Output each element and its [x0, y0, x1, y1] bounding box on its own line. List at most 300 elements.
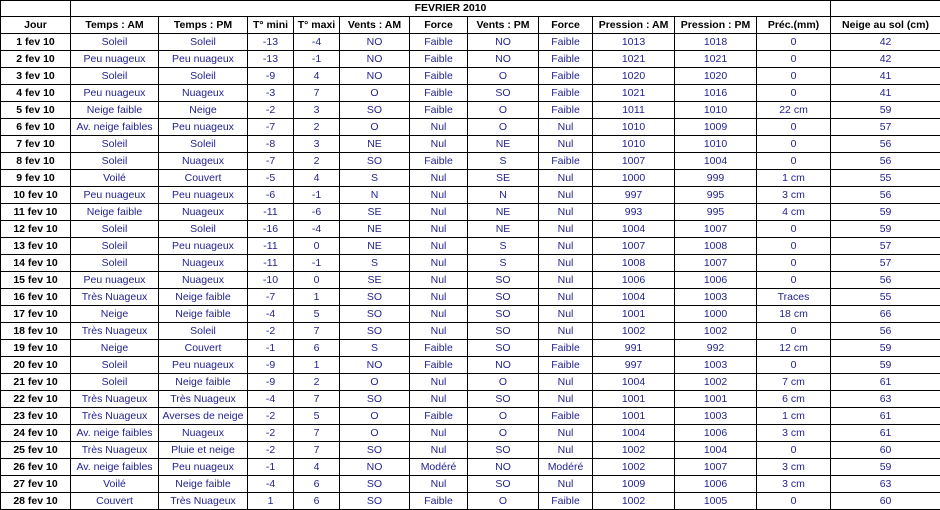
- table-row: [1, 204, 940, 221]
- cell-vents-am: O: [340, 408, 410, 425]
- cell-force-am: Faible: [410, 357, 468, 374]
- cell-precipitation: 4 cm: [757, 204, 831, 221]
- cell-neige-au-sol: 41: [831, 85, 940, 102]
- cell-force-am: Nul: [410, 476, 468, 493]
- table-row: [1, 391, 940, 408]
- cell-t-maxi: -1: [294, 255, 340, 272]
- cell-neige-au-sol: 59: [831, 102, 940, 119]
- cell-vents-pm: SE: [468, 170, 539, 187]
- cell-t-maxi: -6: [294, 204, 340, 221]
- cell-vents-pm: SO: [468, 442, 539, 459]
- table-row: [1, 68, 940, 85]
- cell-t-maxi: -1: [294, 187, 340, 204]
- cell-temps-pm: Nuageux: [159, 85, 248, 102]
- cell-pression-pm: 1006: [675, 425, 757, 442]
- cell-t-maxi: 3: [294, 102, 340, 119]
- cell-neige-au-sol: 60: [831, 493, 940, 510]
- table-title: FEVRIER 2010: [71, 1, 831, 17]
- cell-precipitation: 6 cm: [757, 391, 831, 408]
- cell-jour: 18 fev 10: [1, 323, 71, 340]
- cell-neige-au-sol: 42: [831, 34, 940, 51]
- cell-t-mini: -2: [248, 442, 294, 459]
- cell-precipitation: 0: [757, 357, 831, 374]
- cell-vents-pm: NO: [468, 51, 539, 68]
- cell-force-am: Faible: [410, 34, 468, 51]
- cell-vents-pm: NE: [468, 204, 539, 221]
- cell-force-am: Nul: [410, 306, 468, 323]
- table-row: [1, 272, 940, 289]
- cell-force-am: Nul: [410, 391, 468, 408]
- cell-temps-am: Soleil: [71, 153, 159, 170]
- cell-pression-pm: 1001: [675, 391, 757, 408]
- cell-force-pm: Faible: [539, 493, 593, 510]
- cell-jour: 11 fev 10: [1, 204, 71, 221]
- cell-t-mini: -7: [248, 289, 294, 306]
- cell-jour: 16 fev 10: [1, 289, 71, 306]
- cell-jour: 17 fev 10: [1, 306, 71, 323]
- cell-jour: 22 fev 10: [1, 391, 71, 408]
- cell-force-am: Modéré: [410, 459, 468, 476]
- cell-force-am: Faible: [410, 493, 468, 510]
- cell-t-maxi: 7: [294, 442, 340, 459]
- cell-vents-pm: SO: [468, 476, 539, 493]
- cell-force-pm: Nul: [539, 306, 593, 323]
- cell-vents-am: SO: [340, 391, 410, 408]
- column-header-t-maxi: T° maxi: [294, 17, 340, 34]
- cell-vents-am: O: [340, 85, 410, 102]
- cell-force-pm: Nul: [539, 119, 593, 136]
- cell-precipitation: 0: [757, 51, 831, 68]
- cell-neige-au-sol: 56: [831, 136, 940, 153]
- cell-vents-am: SO: [340, 153, 410, 170]
- cell-temps-am: Très Nuageux: [71, 323, 159, 340]
- cell-t-maxi: 0: [294, 238, 340, 255]
- table-row: [1, 306, 940, 323]
- cell-force-pm: Faible: [539, 408, 593, 425]
- cell-temps-am: Peu nuageux: [71, 85, 159, 102]
- cell-pression-am: 1007: [593, 153, 675, 170]
- cell-temps-am: Neige: [71, 340, 159, 357]
- cell-precipitation: 0: [757, 136, 831, 153]
- cell-temps-am: Très Nuageux: [71, 391, 159, 408]
- cell-temps-pm: Nuageux: [159, 153, 248, 170]
- cell-precipitation: 3 cm: [757, 425, 831, 442]
- cell-t-maxi: 7: [294, 323, 340, 340]
- cell-vents-pm: NO: [468, 34, 539, 51]
- table-row: [1, 85, 940, 102]
- cell-t-mini: -9: [248, 68, 294, 85]
- cell-force-am: Nul: [410, 255, 468, 272]
- cell-t-mini: -4: [248, 476, 294, 493]
- cell-force-am: Nul: [410, 272, 468, 289]
- cell-vents-am: SO: [340, 306, 410, 323]
- cell-pression-am: 1004: [593, 374, 675, 391]
- cell-force-pm: Nul: [539, 221, 593, 238]
- cell-force-pm: Nul: [539, 272, 593, 289]
- table-row: [1, 357, 940, 374]
- cell-temps-am: Neige: [71, 306, 159, 323]
- cell-pression-am: 1021: [593, 51, 675, 68]
- cell-vents-am: SE: [340, 204, 410, 221]
- title-spacer: [831, 1, 940, 17]
- cell-t-mini: -9: [248, 357, 294, 374]
- cell-force-am: Faible: [410, 68, 468, 85]
- cell-t-maxi: -1: [294, 51, 340, 68]
- cell-precipitation: 0: [757, 272, 831, 289]
- cell-force-pm: Faible: [539, 68, 593, 85]
- cell-jour: 28 fev 10: [1, 493, 71, 510]
- cell-t-mini: -16: [248, 221, 294, 238]
- cell-temps-am: Voilé: [71, 170, 159, 187]
- cell-pression-pm: 999: [675, 170, 757, 187]
- cell-vents-pm: NE: [468, 221, 539, 238]
- cell-pression-pm: 1021: [675, 51, 757, 68]
- column-header-force-pm: Force: [539, 17, 593, 34]
- cell-vents-pm: N: [468, 187, 539, 204]
- cell-vents-am: SO: [340, 102, 410, 119]
- cell-pression-am: 1001: [593, 408, 675, 425]
- cell-neige-au-sol: 59: [831, 459, 940, 476]
- cell-vents-am: NE: [340, 238, 410, 255]
- cell-temps-am: Peu nuageux: [71, 272, 159, 289]
- cell-vents-am: NO: [340, 459, 410, 476]
- cell-jour: 13 fev 10: [1, 238, 71, 255]
- cell-force-am: Nul: [410, 204, 468, 221]
- cell-temps-am: Voilé: [71, 476, 159, 493]
- cell-precipitation: 0: [757, 119, 831, 136]
- cell-temps-am: Neige faible: [71, 204, 159, 221]
- cell-jour: 23 fev 10: [1, 408, 71, 425]
- cell-pression-am: 1010: [593, 119, 675, 136]
- title-spacer: [1, 1, 71, 17]
- cell-precipitation: 0: [757, 493, 831, 510]
- cell-jour: 4 fev 10: [1, 85, 71, 102]
- cell-vents-am: NO: [340, 68, 410, 85]
- cell-precipitation: 3 cm: [757, 476, 831, 493]
- cell-t-maxi: 5: [294, 408, 340, 425]
- cell-precipitation: 0: [757, 221, 831, 238]
- cell-force-pm: Nul: [539, 391, 593, 408]
- cell-jour: 26 fev 10: [1, 459, 71, 476]
- cell-t-maxi: 3: [294, 136, 340, 153]
- cell-vents-am: NE: [340, 136, 410, 153]
- cell-vents-am: O: [340, 119, 410, 136]
- cell-jour: 5 fev 10: [1, 102, 71, 119]
- cell-force-am: Faible: [410, 51, 468, 68]
- cell-temps-am: Peu nuageux: [71, 187, 159, 204]
- cell-temps-pm: Peu nuageux: [159, 357, 248, 374]
- table-row: [1, 476, 940, 493]
- cell-force-am: Faible: [410, 85, 468, 102]
- cell-force-pm: Nul: [539, 136, 593, 153]
- cell-t-maxi: 6: [294, 493, 340, 510]
- cell-vents-pm: SO: [468, 306, 539, 323]
- cell-precipitation: 3 cm: [757, 187, 831, 204]
- cell-jour: 25 fev 10: [1, 442, 71, 459]
- cell-jour: 12 fev 10: [1, 221, 71, 238]
- cell-vents-am: SO: [340, 476, 410, 493]
- cell-precipitation: 7 cm: [757, 374, 831, 391]
- cell-temps-am: Soleil: [71, 136, 159, 153]
- cell-t-mini: -3: [248, 85, 294, 102]
- cell-pression-pm: 1007: [675, 459, 757, 476]
- cell-t-mini: -2: [248, 323, 294, 340]
- cell-pression-pm: 1003: [675, 357, 757, 374]
- cell-force-am: Faible: [410, 408, 468, 425]
- cell-precipitation: 18 cm: [757, 306, 831, 323]
- cell-force-pm: Nul: [539, 289, 593, 306]
- cell-force-pm: Faible: [539, 51, 593, 68]
- table-row: [1, 119, 940, 136]
- table-row: [1, 187, 940, 204]
- cell-force-pm: Nul: [539, 238, 593, 255]
- cell-temps-pm: Soleil: [159, 68, 248, 85]
- cell-jour: 14 fev 10: [1, 255, 71, 272]
- cell-pression-am: 1008: [593, 255, 675, 272]
- cell-temps-pm: Soleil: [159, 136, 248, 153]
- cell-precipitation: 0: [757, 323, 831, 340]
- cell-neige-au-sol: 56: [831, 153, 940, 170]
- cell-t-mini: -4: [248, 391, 294, 408]
- title-row: [1, 1, 940, 17]
- cell-force-am: Faible: [410, 102, 468, 119]
- cell-neige-au-sol: 66: [831, 306, 940, 323]
- cell-force-pm: Faible: [539, 357, 593, 374]
- cell-pression-pm: 1002: [675, 323, 757, 340]
- cell-vents-pm: O: [468, 425, 539, 442]
- cell-vents-am: S: [340, 170, 410, 187]
- cell-force-pm: Nul: [539, 255, 593, 272]
- table-row: [1, 425, 940, 442]
- cell-t-mini: -11: [248, 255, 294, 272]
- cell-neige-au-sol: 57: [831, 255, 940, 272]
- cell-force-am: Nul: [410, 221, 468, 238]
- cell-vents-pm: NO: [468, 459, 539, 476]
- cell-t-mini: -8: [248, 136, 294, 153]
- cell-temps-pm: Soleil: [159, 221, 248, 238]
- cell-vents-pm: SO: [468, 340, 539, 357]
- cell-pression-am: 1000: [593, 170, 675, 187]
- cell-pression-am: 1004: [593, 289, 675, 306]
- cell-temps-pm: Très Nuageux: [159, 391, 248, 408]
- table-row: [1, 102, 940, 119]
- cell-t-maxi: -4: [294, 34, 340, 51]
- cell-pression-am: 1001: [593, 306, 675, 323]
- column-header-jour: Jour: [1, 17, 71, 34]
- cell-temps-am: Soleil: [71, 357, 159, 374]
- table-row: [1, 323, 940, 340]
- cell-neige-au-sol: 61: [831, 374, 940, 391]
- cell-temps-am: Soleil: [71, 68, 159, 85]
- cell-neige-au-sol: 61: [831, 425, 940, 442]
- cell-pression-pm: 995: [675, 204, 757, 221]
- cell-vents-am: NO: [340, 51, 410, 68]
- cell-t-maxi: 5: [294, 306, 340, 323]
- cell-temps-am: Soleil: [71, 238, 159, 255]
- cell-temps-am: Soleil: [71, 374, 159, 391]
- cell-pression-pm: 992: [675, 340, 757, 357]
- cell-pression-am: 1002: [593, 459, 675, 476]
- cell-precipitation: 0: [757, 85, 831, 102]
- cell-pression-pm: 995: [675, 187, 757, 204]
- cell-temps-pm: Nuageux: [159, 272, 248, 289]
- cell-force-pm: Modéré: [539, 459, 593, 476]
- cell-force-am: Nul: [410, 425, 468, 442]
- cell-temps-am: Av. neige faibles: [71, 119, 159, 136]
- cell-temps-am: Très Nuageux: [71, 408, 159, 425]
- cell-temps-am: Très Nuageux: [71, 442, 159, 459]
- cell-t-mini: -5: [248, 170, 294, 187]
- table-row: [1, 340, 940, 357]
- cell-neige-au-sol: 60: [831, 442, 940, 459]
- cell-pression-am: 1011: [593, 102, 675, 119]
- cell-t-mini: -2: [248, 425, 294, 442]
- cell-vents-am: NE: [340, 221, 410, 238]
- cell-vents-pm: SO: [468, 289, 539, 306]
- cell-vents-am: O: [340, 425, 410, 442]
- cell-vents-am: SO: [340, 493, 410, 510]
- cell-t-maxi: 2: [294, 374, 340, 391]
- table-row: [1, 221, 940, 238]
- cell-jour: 6 fev 10: [1, 119, 71, 136]
- cell-precipitation: 1 cm: [757, 408, 831, 425]
- cell-t-maxi: 2: [294, 119, 340, 136]
- cell-vents-pm: S: [468, 153, 539, 170]
- cell-neige-au-sol: 56: [831, 323, 940, 340]
- cell-temps-pm: Neige faible: [159, 289, 248, 306]
- cell-force-am: Nul: [410, 442, 468, 459]
- table-row: [1, 374, 940, 391]
- cell-jour: 24 fev 10: [1, 425, 71, 442]
- cell-vents-am: O: [340, 374, 410, 391]
- column-header-vents-am: Vents : AM: [340, 17, 410, 34]
- cell-force-pm: Faible: [539, 102, 593, 119]
- cell-pression-am: 1010: [593, 136, 675, 153]
- cell-t-mini: -13: [248, 51, 294, 68]
- table-row: [1, 289, 940, 306]
- cell-precipitation: 1 cm: [757, 170, 831, 187]
- cell-t-maxi: 6: [294, 476, 340, 493]
- table-row: [1, 255, 940, 272]
- cell-force-pm: Nul: [539, 187, 593, 204]
- cell-t-maxi: 2: [294, 153, 340, 170]
- cell-pression-pm: 1007: [675, 255, 757, 272]
- cell-vents-am: SO: [340, 289, 410, 306]
- cell-jour: 10 fev 10: [1, 187, 71, 204]
- cell-force-pm: Nul: [539, 374, 593, 391]
- cell-temps-pm: Neige: [159, 102, 248, 119]
- cell-temps-pm: Nuageux: [159, 204, 248, 221]
- cell-force-am: Nul: [410, 119, 468, 136]
- table-row: [1, 459, 940, 476]
- cell-neige-au-sol: 59: [831, 340, 940, 357]
- cell-vents-am: SE: [340, 272, 410, 289]
- cell-jour: 2 fev 10: [1, 51, 71, 68]
- cell-force-am: Nul: [410, 136, 468, 153]
- cell-pression-am: 993: [593, 204, 675, 221]
- cell-t-maxi: 7: [294, 391, 340, 408]
- cell-temps-pm: Neige faible: [159, 374, 248, 391]
- cell-precipitation: 0: [757, 238, 831, 255]
- cell-vents-am: S: [340, 255, 410, 272]
- cell-vents-am: N: [340, 187, 410, 204]
- cell-neige-au-sol: 59: [831, 357, 940, 374]
- column-header-neige-au-sol: Neige au sol (cm): [831, 17, 940, 34]
- cell-force-pm: Nul: [539, 442, 593, 459]
- cell-pression-pm: 1020: [675, 68, 757, 85]
- cell-t-mini: -7: [248, 119, 294, 136]
- cell-temps-pm: Averses de neige: [159, 408, 248, 425]
- column-header-temps-am: Temps : AM: [71, 17, 159, 34]
- cell-vents-pm: SO: [468, 272, 539, 289]
- cell-pression-am: 1021: [593, 85, 675, 102]
- table-row: [1, 170, 940, 187]
- cell-t-maxi: 7: [294, 425, 340, 442]
- cell-force-pm: Nul: [539, 476, 593, 493]
- cell-temps-pm: Soleil: [159, 323, 248, 340]
- cell-jour: 9 fev 10: [1, 170, 71, 187]
- cell-temps-am: Soleil: [71, 255, 159, 272]
- cell-pression-am: 1004: [593, 221, 675, 238]
- cell-pression-pm: 1005: [675, 493, 757, 510]
- cell-t-maxi: 7: [294, 85, 340, 102]
- cell-t-mini: -11: [248, 204, 294, 221]
- cell-t-mini: -2: [248, 102, 294, 119]
- cell-vents-pm: O: [468, 408, 539, 425]
- table-row: [1, 493, 940, 510]
- cell-vents-am: SO: [340, 442, 410, 459]
- cell-force-am: Faible: [410, 153, 468, 170]
- cell-pression-pm: 1010: [675, 136, 757, 153]
- column-header-pression-am: Pression : AM: [593, 17, 675, 34]
- cell-force-am: Nul: [410, 323, 468, 340]
- cell-temps-pm: Neige faible: [159, 476, 248, 493]
- cell-neige-au-sol: 56: [831, 272, 940, 289]
- cell-pression-am: 1007: [593, 238, 675, 255]
- cell-jour: 1 fev 10: [1, 34, 71, 51]
- cell-jour: 15 fev 10: [1, 272, 71, 289]
- cell-neige-au-sol: 59: [831, 221, 940, 238]
- cell-precipitation: 22 cm: [757, 102, 831, 119]
- cell-vents-pm: SO: [468, 323, 539, 340]
- cell-force-am: Nul: [410, 238, 468, 255]
- cell-temps-am: Neige faible: [71, 102, 159, 119]
- column-header-pression-pm: Pression : PM: [675, 17, 757, 34]
- cell-vents-pm: SO: [468, 85, 539, 102]
- cell-pression-am: 1002: [593, 493, 675, 510]
- cell-neige-au-sol: 57: [831, 119, 940, 136]
- column-header-temps-pm: Temps : PM: [159, 17, 248, 34]
- cell-vents-am: S: [340, 340, 410, 357]
- cell-t-maxi: 4: [294, 170, 340, 187]
- cell-vents-pm: NE: [468, 136, 539, 153]
- cell-neige-au-sol: 55: [831, 170, 940, 187]
- cell-t-mini: -7: [248, 153, 294, 170]
- cell-pression-pm: 1016: [675, 85, 757, 102]
- cell-force-am: Nul: [410, 374, 468, 391]
- cell-precipitation: 3 cm: [757, 459, 831, 476]
- table-row: [1, 153, 940, 170]
- cell-force-am: Nul: [410, 170, 468, 187]
- cell-t-maxi: 1: [294, 289, 340, 306]
- cell-vents-pm: O: [468, 493, 539, 510]
- cell-temps-pm: Peu nuageux: [159, 187, 248, 204]
- cell-temps-am: Av. neige faibles: [71, 459, 159, 476]
- cell-force-pm: Nul: [539, 204, 593, 221]
- cell-precipitation: 0: [757, 442, 831, 459]
- cell-vents-pm: SO: [468, 391, 539, 408]
- cell-pression-pm: 1018: [675, 34, 757, 51]
